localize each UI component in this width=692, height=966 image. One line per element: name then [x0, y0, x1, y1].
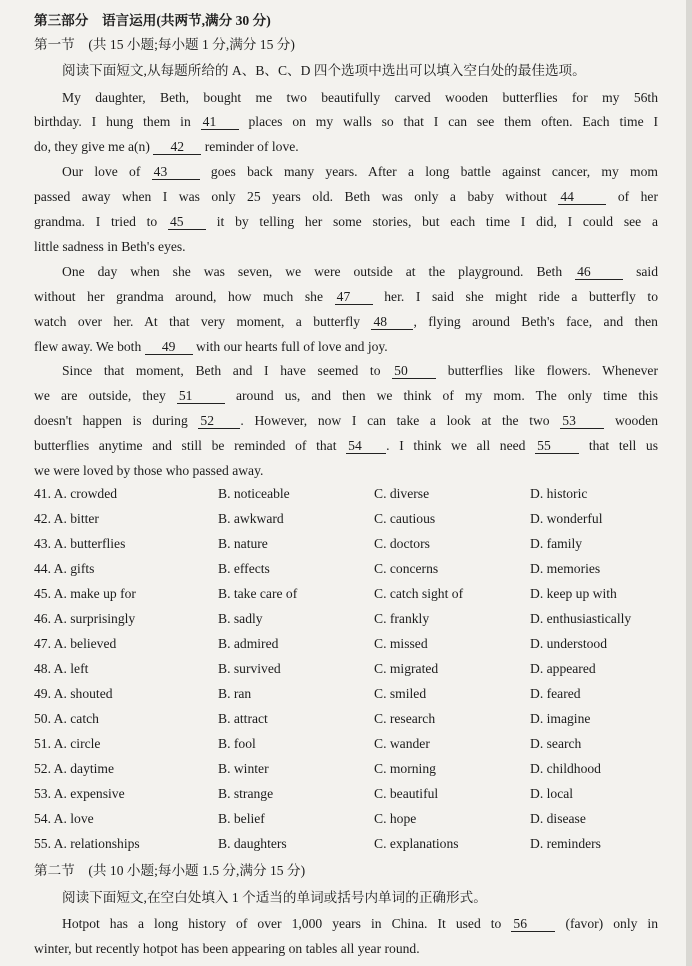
option-55-b: B. daughters [218, 836, 287, 851]
part3-header: 第三部分 语言运用(共两节,满分 30 分) [34, 13, 271, 28]
option-41-d: D. historic [530, 486, 588, 501]
page-edge [686, 0, 692, 966]
option-44-b: B. effects [218, 561, 270, 576]
section1-header: 第一节 (共 15 小题;每小题 1 分,满分 15 分) [34, 37, 295, 52]
passage-line: winter, but recently hotpot has been appearing on tables all year round. [34, 941, 420, 956]
option-47-b: B. admired [218, 636, 279, 651]
passage-line: passed away when I was only 25 years old. Beth was only a baby without 44 of her [34, 189, 658, 204]
option-55-d: D. reminders [530, 836, 601, 851]
blank-45: 45 [168, 214, 206, 230]
option-52-d: D. childhood [530, 761, 601, 776]
passage-line: Since that moment, Beth and I have seemed to 50 butterflies like flowers. Whenever [62, 363, 658, 378]
option-41-b: B. noticeable [218, 486, 290, 501]
option-47-c: C. missed [374, 636, 428, 651]
option-42-c: C. cautious [374, 511, 436, 526]
option-52-b: B. winter [218, 761, 269, 776]
option-53-a: 53. A. expensive [34, 786, 125, 801]
option-43-a: 43. A. butterflies [34, 536, 126, 551]
option-45-a: 45. A. make up for [34, 586, 136, 601]
option-41-a: 41. A. crowded [34, 486, 118, 501]
option-41-c: C. diverse [374, 486, 430, 501]
option-48-c: C. migrated [374, 661, 439, 676]
option-49-b: B. ran [218, 686, 252, 701]
passage-line: without her grandma around, how much she 47 her. I said she might ride a butterfly to [34, 289, 658, 304]
option-46-d: D. enthusiastically [530, 611, 632, 626]
option-48-b: B. survived [218, 661, 281, 676]
passage-line: birthday. I hung them in 41 places on my walls so that I can see them often. Each time I [34, 114, 659, 129]
option-43-d: D. family [530, 536, 583, 551]
option-48-a: 48. A. left [34, 661, 89, 676]
blank-54: 54 [346, 438, 386, 454]
blank-53: 53 [560, 413, 604, 429]
option-51-c: C. wander [374, 736, 430, 751]
option-51-a: 51. A. circle [34, 736, 101, 751]
option-43-c: C. doctors [374, 536, 430, 551]
option-49-c: C. smiled [374, 686, 427, 701]
option-53-b: B. strange [218, 786, 274, 801]
passage-line: flew away. We both 49 with our hearts full of love and joy. [34, 339, 388, 354]
blank-51: 51 [177, 388, 225, 404]
section1-instruction: 阅读下面短文,从每题所给的 A、B、C、D 四个选项中选出可以填入空白处的最佳选项。 [62, 63, 586, 78]
blank-47: 47 [335, 289, 373, 305]
blank-46: 46 [575, 264, 623, 280]
option-52-c: C. morning [374, 761, 436, 776]
passage-line: do, they give me a(n) 42 reminder of love. [34, 139, 299, 154]
option-46-c: C. frankly [374, 611, 430, 626]
passage-line: we were loved by those who passed away. [34, 463, 264, 478]
blank-44: 44 [558, 189, 606, 205]
option-45-b: B. take care of [218, 586, 298, 601]
passage-line: Our love of 43 goes back many years. After a long battle against cancer, my mom [62, 164, 658, 179]
blank-43: 43 [152, 164, 200, 180]
option-54-a: 54. A. love [34, 811, 94, 826]
blank-41: 41 [201, 114, 239, 130]
option-46-a: 46. A. surprisingly [34, 611, 136, 626]
section2-header: 第二节 (共 10 小题;每小题 1.5 分,满分 15 分) [34, 863, 306, 878]
option-54-b: B. belief [218, 811, 265, 826]
option-50-b: B. attract [218, 711, 268, 726]
option-42-a: 42. A. bitter [34, 511, 99, 526]
section2-instruction: 阅读下面短文,在空白处填入 1 个适当的单词或括号内单词的正确形式。 [62, 890, 487, 905]
passage-line: Hotpot has a long history of over 1,000 years in China. It used to 56 (favor) only in [62, 916, 659, 931]
option-45-d: D. keep up with [530, 586, 617, 601]
option-54-c: C. hope [374, 811, 417, 826]
option-50-c: C. research [374, 711, 436, 726]
option-44-d: D. memories [530, 561, 601, 576]
blank-52: 52 [198, 413, 240, 429]
blank-55: 55 [535, 438, 579, 454]
option-48-d: D. appeared [530, 661, 596, 676]
blank-48: 48 [371, 314, 413, 330]
option-47-a: 47. A. believed [34, 636, 117, 651]
option-47-d: D. understood [530, 636, 608, 651]
option-49-a: 49. A. shouted [34, 686, 113, 701]
option-55-a: 55. A. relationships [34, 836, 140, 851]
option-46-b: B. sadly [218, 611, 263, 626]
passage-line: doesn't happen is during 52 . However, now I can take a look at the two 53 wooden [34, 413, 658, 428]
passage-line: My daughter, Beth, bought me two beautifully carved wooden butterflies for my 56th [62, 90, 658, 105]
blank-42: 42 [153, 139, 201, 155]
option-42-b: B. awkward [218, 511, 284, 526]
option-44-c: C. concerns [374, 561, 439, 576]
passage-line: butterflies anytime and still be reminded of that 54 . I think we all need 55 that tell us [34, 438, 658, 453]
passage-line: watch over her. At that very moment, a butterfly 48 , flying around Beth's face, and then [34, 314, 658, 329]
passage-line: we are outside, they 51 around us, and then we think of my mom. The only time this [34, 388, 658, 403]
option-52-a: 52. A. daytime [34, 761, 115, 776]
option-51-b: B. fool [218, 736, 256, 751]
option-53-d: D. local [530, 786, 574, 801]
option-50-a: 50. A. catch [34, 711, 99, 726]
passage-line: grandma. I tried to 45 it by telling her some stories, but each time I did, I could see a [34, 214, 658, 229]
option-51-d: D. search [530, 736, 582, 751]
option-49-d: D. feared [530, 686, 581, 701]
option-50-d: D. imagine [530, 711, 591, 726]
option-44-a: 44. A. gifts [34, 561, 95, 576]
option-42-d: D. wonderful [530, 511, 603, 526]
blank-49: 49 [145, 339, 193, 355]
passage-line: little sadness in Beth's eyes. [34, 239, 186, 254]
option-45-c: C. catch sight of [374, 586, 464, 601]
option-53-c: C. beautiful [374, 786, 439, 801]
blank-50: 50 [392, 363, 436, 379]
blank-56: 56 [511, 916, 555, 932]
option-43-b: B. nature [218, 536, 268, 551]
option-55-c: C. explanations [374, 836, 459, 851]
option-54-d: D. disease [530, 811, 586, 826]
passage-line: One day when she was seven, we were outside at the playground. Beth 46 said [62, 264, 658, 279]
